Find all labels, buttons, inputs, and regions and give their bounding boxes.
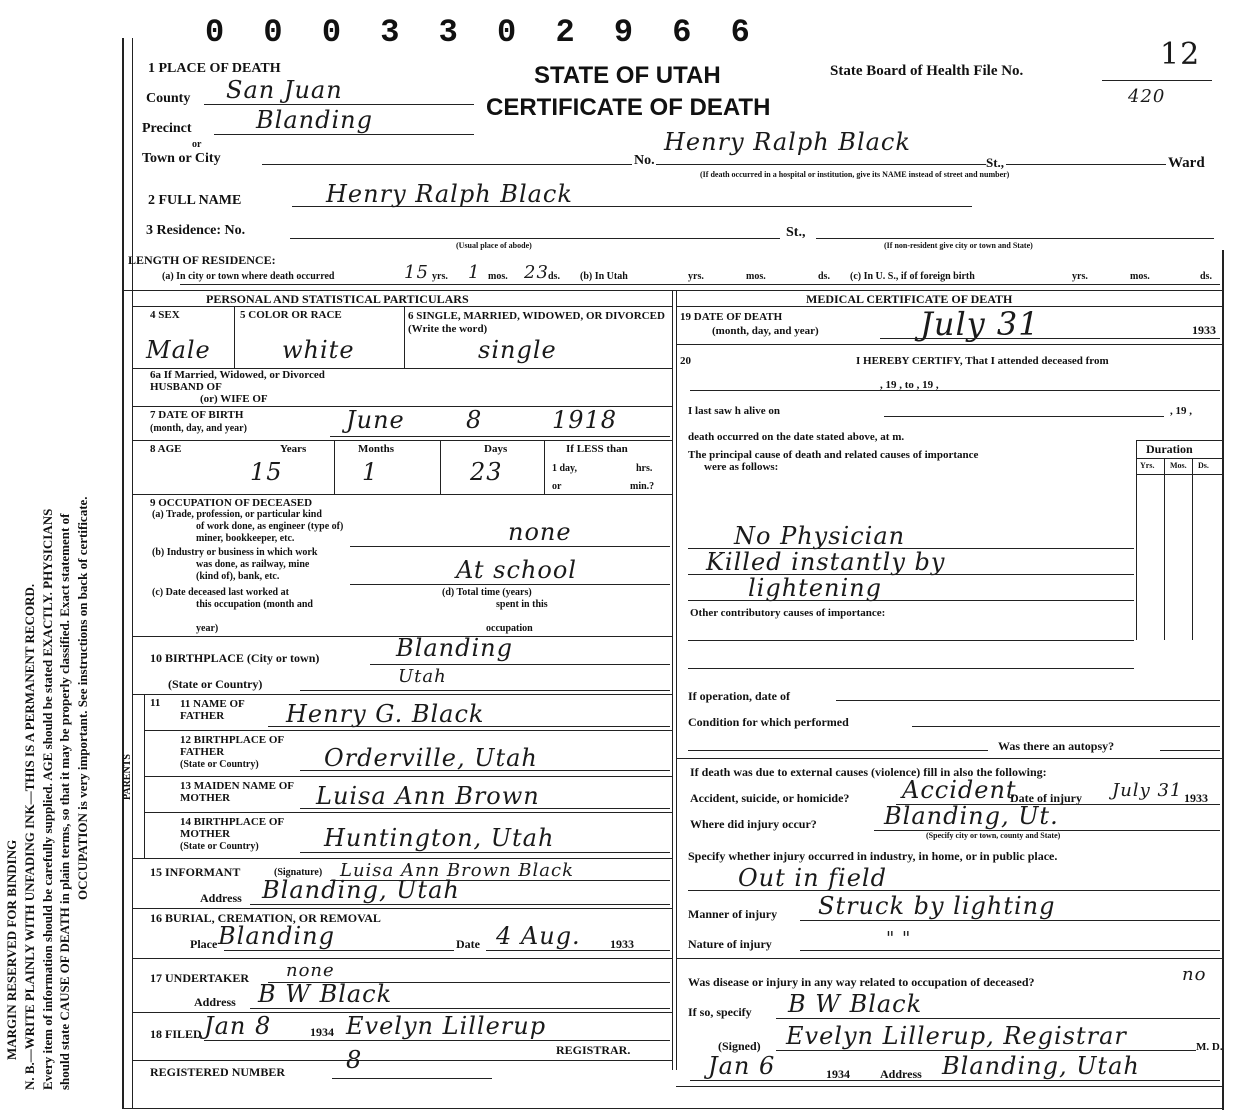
or-label: or bbox=[192, 139, 202, 150]
father-label: 11 bbox=[150, 697, 161, 709]
signature-date: Jan 6 bbox=[708, 1052, 776, 1080]
file-no-value: 12 bbox=[1160, 37, 1201, 72]
length-days: 23 bbox=[524, 262, 549, 283]
autopsy-answer-line bbox=[1160, 750, 1220, 751]
cause-underline3 bbox=[688, 600, 1134, 601]
autopsy-row-line bbox=[676, 758, 1222, 759]
age-one-day: 1 day, bbox=[552, 463, 578, 474]
residence-note1: (Usual place of abode) bbox=[456, 241, 532, 250]
age-label: 8 AGE bbox=[150, 443, 182, 455]
manner-value: Struck by lighting bbox=[818, 892, 1056, 920]
precinct-line bbox=[214, 134, 474, 135]
hospital-name-value: Henry Ralph Black bbox=[664, 128, 911, 156]
duration-sub-line bbox=[1136, 474, 1222, 475]
center-divider bbox=[672, 290, 673, 1070]
occ-b3: (kind of), bank, etc. bbox=[196, 571, 280, 582]
residence-note2: (If non-resident give city or town and State) bbox=[884, 241, 1033, 250]
if-so-label: If so, specify bbox=[688, 1005, 752, 1019]
operation-label: If operation, date of bbox=[688, 689, 790, 703]
occ-b-line bbox=[350, 584, 670, 585]
condition-label: Condition for which performed bbox=[688, 715, 849, 729]
dob-row-line bbox=[132, 440, 672, 441]
dob-month: June bbox=[346, 406, 405, 434]
mother-bp-row-line bbox=[132, 858, 672, 859]
occ-c3: year) bbox=[196, 623, 219, 634]
sex-divider bbox=[234, 306, 235, 368]
signed-value: Evelyn Lillerup, Registrar bbox=[786, 1022, 1127, 1050]
length-label: LENGTH OF RESIDENCE: bbox=[128, 253, 276, 267]
date-of-death-year: 1933 bbox=[1192, 323, 1216, 337]
age-div3 bbox=[544, 440, 545, 494]
personal-heading: PERSONAL AND STATISTICAL PARTICULARS bbox=[206, 292, 469, 306]
residence-st-label: St., bbox=[786, 225, 806, 240]
dob-line bbox=[330, 436, 670, 437]
length-ds3-label: ds. bbox=[1200, 271, 1212, 282]
nature-row-line bbox=[676, 958, 1222, 959]
dod-row-line bbox=[676, 344, 1222, 345]
date-of-death-value: July 31 bbox=[920, 305, 1040, 343]
burial-place-label: Place bbox=[190, 937, 218, 951]
filed-row-line bbox=[132, 1060, 672, 1061]
length-mos3-label: mos. bbox=[1130, 271, 1150, 282]
age-min: min.? bbox=[630, 481, 655, 492]
precinct-value: Blanding bbox=[256, 106, 373, 134]
autopsy-label: Was there an autopsy? bbox=[998, 739, 1115, 753]
margin-instruction-line4: OCCUPATION is very important. See instructions on back of certificate. bbox=[75, 496, 90, 900]
right-border bbox=[1222, 250, 1224, 1110]
certificate-title: CERTIFICATE OF DEATH bbox=[486, 94, 771, 121]
cause-line2: Killed instantly by bbox=[706, 548, 946, 576]
place-of-death-label: 1 PLACE OF DEATH bbox=[148, 61, 281, 76]
accident-label: Accident, suicide, or homicide? bbox=[690, 791, 850, 805]
residence-st-line bbox=[816, 238, 1214, 239]
birthplace-row-line bbox=[132, 694, 672, 695]
medical-heading: MEDICAL CERTIFICATE OF DEATH bbox=[806, 292, 1013, 306]
occ-a-line bbox=[350, 546, 670, 547]
precinct-label: Precinct bbox=[142, 121, 192, 136]
file-no-line bbox=[1102, 80, 1212, 81]
nature-value: " " bbox=[886, 928, 912, 949]
father-line bbox=[268, 726, 670, 727]
parents-label: PARENTS bbox=[122, 754, 133, 800]
physician-address-label: Address bbox=[880, 1067, 922, 1081]
age-years: 15 bbox=[250, 458, 283, 486]
st-line bbox=[1006, 164, 1166, 165]
last-saw-label: I last saw h alive on bbox=[688, 405, 780, 417]
operation-line bbox=[836, 700, 1220, 701]
length-mos-label: mos. bbox=[488, 271, 508, 282]
age-row-line bbox=[132, 494, 672, 495]
attended-dates-label: , 19 , to , 19 , bbox=[880, 379, 939, 391]
duration-top-border bbox=[1136, 440, 1222, 441]
duration-ds: Ds. bbox=[1198, 461, 1209, 470]
color-value: white bbox=[282, 336, 355, 364]
length-years: 15 bbox=[404, 262, 429, 283]
occupation-label: 9 OCCUPATION OF DECEASED bbox=[150, 497, 313, 509]
physician-address-line bbox=[690, 1080, 1220, 1081]
informant-label: 15 INFORMANT bbox=[150, 865, 241, 879]
father-bp-state: (State or Country) bbox=[180, 759, 259, 770]
occ-d3: occupation bbox=[486, 623, 533, 634]
duration-label: Duration bbox=[1146, 442, 1193, 456]
cause-line3: lightening bbox=[748, 574, 882, 602]
registered-number-label: REGISTERED NUMBER bbox=[150, 1065, 286, 1079]
center-divider-2 bbox=[676, 290, 677, 1070]
file-no-sub: 420 bbox=[1128, 86, 1166, 107]
cause-label: The principal cause of death and related causes of importance bbox=[688, 449, 979, 461]
age-days: 23 bbox=[470, 458, 503, 486]
nature-line bbox=[800, 950, 1220, 951]
dob-day: 8 bbox=[466, 406, 483, 434]
dod-line bbox=[880, 338, 1220, 339]
injury-date-label: Date of injury bbox=[1010, 791, 1082, 805]
county-line bbox=[204, 104, 474, 105]
birthplace-line bbox=[370, 664, 670, 665]
occ-b2: was done, as railway, mine bbox=[196, 559, 310, 570]
color-label: 5 COLOR OR RACE bbox=[240, 309, 342, 321]
external-causes-label: If death was due to external causes (violence) fill in also the following: bbox=[690, 765, 1047, 779]
length-yrs2-label: yrs. bbox=[688, 271, 704, 282]
occ-c1: (c) Date deceased last worked at bbox=[152, 587, 289, 598]
burial-place: Blanding bbox=[218, 922, 335, 950]
undertaker-label: 17 UNDERTAKER bbox=[150, 971, 250, 985]
specify-label: Specify whether injury occurred in industry, in home, or in public place. bbox=[688, 849, 1058, 863]
condition-line bbox=[912, 726, 1220, 727]
occ-d1: (d) Total time (years) bbox=[442, 587, 532, 598]
informant-address: Blanding, Utah bbox=[262, 876, 460, 904]
certify-label: I HEREBY CERTIFY, That I attended deceased from bbox=[856, 355, 1109, 367]
father-bp-row-line bbox=[144, 776, 672, 777]
filed-date: Jan 8 bbox=[204, 1012, 272, 1040]
other-causes-label: Other contributory causes of importance: bbox=[690, 607, 886, 619]
birth-state-line bbox=[300, 690, 670, 691]
informant-address-label: Address bbox=[200, 891, 242, 905]
margin-instruction-main: N. B.—WRITE PLAINLY WITH UNFADING INK—THIS IS A PERMANENT RECORD. bbox=[22, 583, 37, 1090]
undertaker-addr-line bbox=[250, 1008, 670, 1009]
dob-label: 7 DATE OF BIRTH bbox=[150, 409, 244, 421]
md-label: M. D. bbox=[1196, 1041, 1223, 1053]
residence-line bbox=[290, 238, 780, 239]
mother-label: 13 MAIDEN NAME OF MOTHER bbox=[180, 780, 294, 805]
left-border bbox=[122, 38, 124, 1108]
age-div1 bbox=[334, 440, 335, 494]
last-saw-line bbox=[884, 416, 1164, 417]
length-b-label: (b) In Utah bbox=[580, 271, 628, 282]
date-of-death-sub: (month, day, and year) bbox=[712, 325, 819, 337]
spouse-label2: HUSBAND OF bbox=[150, 381, 222, 393]
serial-number: 0 0 0 3 3 0 2 9 6 6 bbox=[205, 14, 760, 51]
burial-date-label: Date bbox=[456, 937, 480, 951]
last-saw-end: , 19 , bbox=[1170, 405, 1192, 417]
father-label-text: 11 NAME OF FATHER bbox=[180, 698, 245, 723]
length-mos2-label: mos. bbox=[746, 271, 766, 282]
autopsy-line bbox=[688, 750, 988, 751]
physician-address: Blanding, Utah bbox=[942, 1052, 1140, 1080]
cause-line1: No Physician bbox=[734, 522, 906, 550]
mother-name: Luisa Ann Brown bbox=[316, 782, 540, 810]
spouse-label1: 6a If Married, Widowed, or Divorced bbox=[150, 369, 325, 381]
age-months: 1 bbox=[362, 458, 379, 486]
town-label: Town or City bbox=[142, 151, 221, 166]
signed-label: (Signed) bbox=[718, 1039, 761, 1053]
registered-number: 8 bbox=[346, 1046, 363, 1074]
sex-value: Male bbox=[146, 336, 211, 364]
mother-row-line bbox=[144, 812, 672, 813]
occ-a3: miner, bookkeeper, etc. bbox=[196, 533, 295, 544]
length-line bbox=[180, 284, 1220, 285]
informant-addr-line bbox=[250, 904, 670, 905]
length-months: 1 bbox=[468, 262, 481, 283]
margin-instruction-line2: Every item of information should be carefully supplied. AGE should be stated EXACTLY. PHYSICIANS bbox=[40, 508, 55, 1090]
burial-row-line bbox=[132, 958, 672, 959]
signed-line bbox=[776, 1050, 1196, 1051]
father-name: Henry G. Black bbox=[286, 700, 485, 728]
occ-c2: this occupation (month and bbox=[196, 599, 313, 610]
occupation-trade: none bbox=[508, 518, 572, 546]
accident-value: Accident bbox=[902, 776, 1017, 804]
birth-state-value: Utah bbox=[398, 666, 447, 687]
mother-bp-state: (State or Country) bbox=[180, 841, 259, 852]
occ-b1: (b) Industry or business in which work bbox=[152, 547, 318, 558]
manner-label: Manner of injury bbox=[688, 907, 778, 921]
signature-year: 1934 bbox=[826, 1067, 850, 1081]
birthplace-label: 10 BIRTHPLACE (City or town) bbox=[150, 651, 320, 665]
birth-state-label: (State or Country) bbox=[168, 677, 263, 691]
bottom-border bbox=[122, 1108, 1222, 1109]
informant-sig-label: (Signature) bbox=[274, 867, 323, 878]
residence-label: 3 Residence: No. bbox=[146, 223, 246, 238]
marital-label: 6 SINGLE, MARRIED, WIDOWED, OR DIVORCED (Write the word) bbox=[408, 310, 665, 335]
burial-date: 4 Aug. bbox=[496, 922, 581, 950]
duration-head-line bbox=[1136, 458, 1222, 459]
margin-instruction-line3: should state CAUSE OF DEATH in plain terms, so that it may be properly classified. Exact statement of bbox=[57, 513, 72, 1090]
item-20-label: 20 bbox=[680, 355, 691, 367]
mother-bp-line bbox=[300, 852, 670, 853]
other-causes-line2 bbox=[688, 668, 1134, 669]
burial-label: 16 BURIAL, CREMATION, OR REMOVAL bbox=[150, 911, 381, 925]
state-title: STATE OF UTAH bbox=[534, 62, 721, 89]
spouse-label3: (or) WIFE OF bbox=[200, 393, 268, 405]
sex-label: 4 SEX bbox=[150, 309, 180, 321]
related-label: Was disease or injury in any way related to occupation of deceased? bbox=[688, 975, 1035, 989]
burial-year: 1933 bbox=[610, 937, 634, 951]
age-months-label: Months bbox=[358, 443, 395, 455]
personal-heading-line bbox=[132, 306, 672, 307]
filed-year: 1934 bbox=[310, 1025, 334, 1039]
filed-line bbox=[204, 1040, 670, 1041]
where-label: Where did injury occur? bbox=[690, 817, 817, 831]
undertaker-addr-label: Address bbox=[194, 995, 236, 1009]
injury-year: 1933 bbox=[1184, 791, 1208, 805]
ward-label: Ward bbox=[1168, 155, 1205, 171]
informant-signature: Luisa Ann Brown Black bbox=[340, 860, 574, 881]
age-days-label: Days bbox=[484, 443, 508, 455]
burial-place-line bbox=[224, 950, 454, 951]
county-value: San Juan bbox=[226, 76, 343, 104]
undertaker-value: none bbox=[286, 960, 335, 981]
specify-value: Out in field bbox=[738, 864, 887, 892]
duration-div2 bbox=[1192, 458, 1193, 640]
full-name-value: Henry Ralph Black bbox=[326, 180, 573, 208]
if-so-line bbox=[776, 1018, 1220, 1019]
left-border-inner bbox=[132, 38, 133, 1108]
filed-label: 18 FILED bbox=[150, 1027, 202, 1041]
length-yrs-label: yrs. bbox=[432, 271, 448, 282]
medical-bottom-line bbox=[676, 1086, 1222, 1087]
age-hrs: hrs. bbox=[636, 463, 653, 474]
length-c-label: (c) In U. S., if of foreign birth bbox=[850, 271, 975, 282]
duration-left-border bbox=[1136, 440, 1137, 640]
length-ds2-label: ds. bbox=[818, 271, 830, 282]
cause-label2: were as follows: bbox=[704, 461, 779, 473]
length-yrs3-label: yrs. bbox=[1072, 271, 1088, 282]
dob-year: 1918 bbox=[552, 406, 618, 434]
mother-line bbox=[300, 808, 670, 809]
length-a-label: (a) In city or town where death occurred bbox=[162, 271, 335, 282]
occupation-industry: At school bbox=[456, 556, 577, 584]
age-years-label: Years bbox=[280, 443, 307, 455]
length-ds-label: ds. bbox=[548, 271, 560, 282]
duration-mos: Mos. bbox=[1170, 461, 1187, 470]
margin-instruction-line1: MARGIN RESERVED FOR BINDING bbox=[4, 839, 19, 1060]
county-label: County bbox=[146, 91, 191, 106]
file-no-label: State Board of Health File No. bbox=[830, 63, 1024, 79]
undertaker-address: B W Black bbox=[258, 980, 393, 1008]
age-div2 bbox=[440, 440, 441, 494]
occurred-label: death occurred on the date stated above, at m. bbox=[688, 431, 905, 443]
full-name-label: 2 FULL NAME bbox=[148, 193, 242, 208]
marital-value: single bbox=[478, 336, 557, 364]
st-label: St., bbox=[986, 155, 1005, 170]
if-so-value: B W Black bbox=[788, 990, 923, 1018]
related-value: no bbox=[1182, 964, 1207, 985]
age-or: or bbox=[552, 481, 562, 492]
hospital-note: (If death occurred in a hospital or institution, give its NAME instead of street and number) bbox=[700, 170, 1010, 179]
no-label: No. bbox=[634, 153, 655, 168]
attended-line bbox=[690, 390, 1220, 391]
burial-date-line bbox=[486, 950, 670, 951]
father-birthplace: Orderville, Utah bbox=[324, 744, 538, 772]
occ-a2: of work done, as engineer (type of) bbox=[196, 521, 344, 532]
manner-line bbox=[800, 920, 1220, 921]
occ-d2: spent in this bbox=[496, 599, 548, 610]
injury-date: July 31 bbox=[1112, 780, 1183, 801]
father-bp-label: 12 BIRTHPLACE OF FATHER bbox=[180, 734, 284, 759]
nature-label: Nature of injury bbox=[688, 937, 772, 951]
other-causes-line bbox=[688, 640, 1134, 641]
age-less-label: If LESS than bbox=[566, 443, 628, 455]
father-row-line bbox=[144, 730, 672, 731]
where-value: Blanding, Ut. bbox=[884, 802, 1059, 830]
where-note: (Specify city or town, county and State) bbox=[926, 831, 1061, 840]
mother-bp-label: 14 BIRTHPLACE OF MOTHER bbox=[180, 816, 284, 841]
date-of-death-label: 19 DATE OF DEATH bbox=[680, 311, 783, 323]
dob-sub: (month, day, and year) bbox=[150, 423, 247, 434]
birthplace-value: Blanding bbox=[396, 634, 513, 662]
mother-birthplace: Huntington, Utah bbox=[324, 824, 555, 852]
duration-yrs: Yrs. bbox=[1140, 461, 1155, 470]
no-line bbox=[656, 164, 986, 165]
registrar-signature: Evelyn Lillerup bbox=[346, 1012, 547, 1040]
father-bp-line bbox=[300, 770, 670, 771]
duration-div1 bbox=[1164, 458, 1165, 640]
specify-line bbox=[688, 890, 1220, 891]
occ-a1: (a) Trade, profession, or particular kind bbox=[152, 509, 322, 520]
informant-row-line bbox=[132, 908, 672, 909]
town-line bbox=[262, 164, 632, 165]
registrar-label: REGISTRAR. bbox=[556, 1043, 631, 1057]
color-divider bbox=[404, 306, 405, 368]
reg-num-line bbox=[332, 1078, 492, 1079]
